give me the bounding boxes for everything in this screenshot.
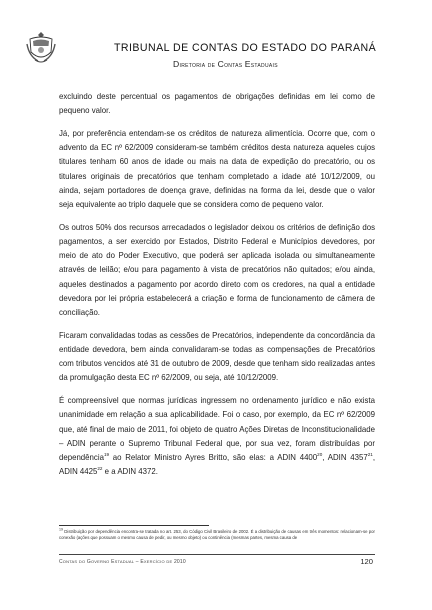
footnote-ref[interactable]: 19 [103,452,110,458]
footnote-ref[interactable]: 22 [97,466,103,472]
footer-divider [59,554,375,555]
paragraph: excluindo deste percentual os pagamentos de obrigações definidas em lei como de pequeno valor. [59,92,375,116]
paragraph: Ficaram convalidadas todas as cessões de Precatórios, independente da concordância da entidade devedora, bem ainda convalidaram-se todas as compensações de Precatórios com tributos vencidos até 31 de outubro de 2009, desde que tenham sido realizadas antes da promulgação desta EC nº 62/2009, ou seja, até 10/12/2009. [59,330,375,383]
paragraph: Já, por preferência entendam-se os créditos de natureza alimentícia. Ocorre que, com o advento da EC nº 62/2009 consideram-se também créditos desta natureza aqueles cujos titulares tenham 60 anos de idade ou mais na data de expedição do precatório, ou os titulares originais de precatórios que tenham completado a idade até 10/12/2009, ou ainda, sejam portadores de doença grave, definidas na forma da lei, desde que o valor seja equivalente ao triplo daquele que se considera como de pequeno valor. [59,129,375,210]
footnote-ref[interactable]: 21 [367,452,373,458]
footnote-ref[interactable]: 20 [317,452,323,458]
page-number: 120 [360,557,373,566]
footnote-divider [59,525,209,526]
footer-document-title: Contas do Governo Estadual – Exercício de 2010 [59,559,186,565]
footnote: $^{19}$ Distribuição por dependência encontra-se tratada no art. 253, do Código Civil Brasileiro de 2002. É a distribuição de causas em três momentos: relacionam-se por conexão (ações que possuam o mesmo causa de pedir, ou mesmo objeto) ou continência (mesmas partes, mesma causa de [59,527,375,541]
body-text [59,90,375,488]
paragraph: Os outros 50% dos recursos arrecadados o legislador deixou os critérios de definição dos pagamentos, a ser exercido por Estados, Distrito Federal e Municípios devedores, por meio de ato do Poder Executivo, que poderá ser aplicada isolada ou simultaneamente através de leilão; e/ou para pagamento à vista de precatórios não quitados; e/ou ainda, aqueles destinados a pagamento por acordo direto com os credores, na qual a entidade devedora por lei própria estabelecerá a criação e forma de funcionamento de câmera de conciliação. [59,222,375,318]
paragraph: É compreensível que normas jurídicas ingressem no ordenamento jurídico e não exista unanimidade em relação a sua aplicabilidade. Foi o caso, por exemplo, da EC nº 62/2009 que, até final de maio de 2011, foi objeto de quatro Ações Diretas de Inconstitucionalidade – ADIN perante o Supremo Tribunal Federal que, por sua vez, foram distribuídas por dependência$^{19}$ ao Relator Ministro Ayres Britto, são elas: a ADIN 4400$^{20}$, ADIN 4357$^{21}$, ADIN 4425$^{22}$ e a ADIN 4372. [59,396,375,477]
page-header [18,28,418,76]
organization-title: TRIBUNAL DE CONTAS DO ESTADO DO PARANÁ [114,42,377,54]
organization-subtitle: Diretoria de Contas Estaduais [173,59,278,69]
parana-coat-of-arms-icon [26,30,56,64]
